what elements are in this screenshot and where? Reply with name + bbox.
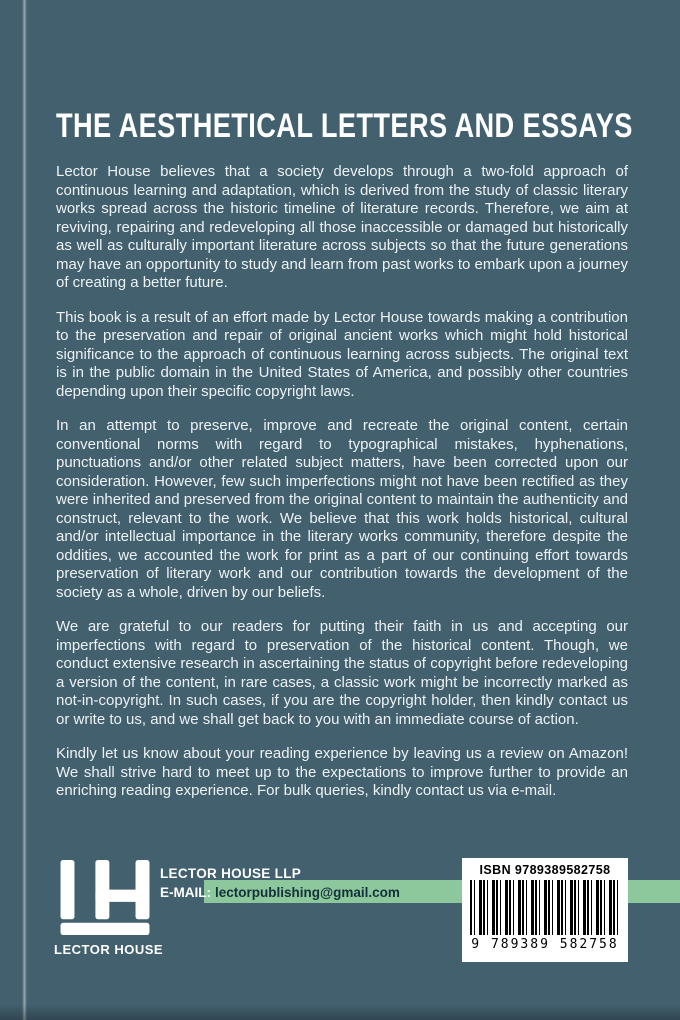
publisher-logo-block [54, 860, 164, 957]
paragraph-about-book: This book is a result of an effort made by Lector House towards making a contribution to the preservation and repair of original ancient works which might hold historical significance to the approach of continuous learning across subjects. The original text is in the public domain in the United States of America, and possibly other countries depending upon their specific copyright laws. [56, 308, 628, 400]
isbn-label: ISBN 9789389582758 [479, 863, 611, 877]
publisher-logo-text: LECTOR HOUSE [54, 942, 164, 957]
barcode-bars [470, 880, 620, 935]
publisher-info [160, 866, 400, 900]
email-address: lectorpublishing@gmail.com [215, 885, 400, 900]
book-title [56, 106, 633, 146]
paragraph-review-request: Kindly let us know about your reading experience by leaving us a review on Amazon! We shall strive hard to meet up to the expectations to improve further to provide an enriching reading experience. For bulk queries, kindly contact us via e-mail. [56, 745, 628, 799]
paragraph-preservation-note: In an attempt to preserve, improve and recreate the original content, certain conventional norms with regard to typographical mistakes, hyphenations, punctuations and/or other related subject matters, have been corrected upon our consideration. However, few such imperfections might not have been rectified as they were inherited and preserved from the original content to maintain the authenticity and construct, relevant to the work. We believe that this work holds historical, cultural and/or intellectual importance in the literary works community, therefore despite the oddities, we accounted the work for print as a part of our continuing effort towards preservation of literary work and our contribution towards the development of the society as a whole, driven by our beliefs. [56, 417, 628, 601]
email-label: E-MAIL: [160, 885, 211, 900]
barcode-digits: 9 789389 582758 [471, 937, 619, 952]
cover-paragraphs [56, 163, 628, 801]
paragraph-copyright-note: We are grateful to our readers for putting their faith in us and accepting our imperfections with regard to preservation of the historical content. Though, we conduct extensive research in ascertaining the status of copyright before redeveloping a version of the content, in rare cases, a classic work might be incorrectly marked as not-in-copyright. In such cases, if you are the copyright holder, then kindly contact us or write to us, and we shall get back to you with an immediate course of action. [56, 618, 628, 728]
publisher-name: LECTOR HOUSE LLP [160, 866, 302, 881]
book-title-text: THE AESTHETICAL LETTERS AND ESSAYS [56, 107, 633, 145]
lector-house-logo-icon [57, 860, 153, 935]
barcode [462, 858, 628, 962]
publisher-email-line [160, 885, 400, 900]
paragraph-about-publisher: Lector House believes that a society develops through a two-fold approach of continuous learning and adaptation, which is derived from the study of classic literary works spread across the historic timeline of literature records. Therefore, we aim at reviving, repairing and redeveloping all those inaccessible or damaged but historically as well as culturally important literature across subjects so that the future generations may have an opportunity to study and learn from past works to embark upon a journey of creating a better future. [56, 163, 628, 291]
